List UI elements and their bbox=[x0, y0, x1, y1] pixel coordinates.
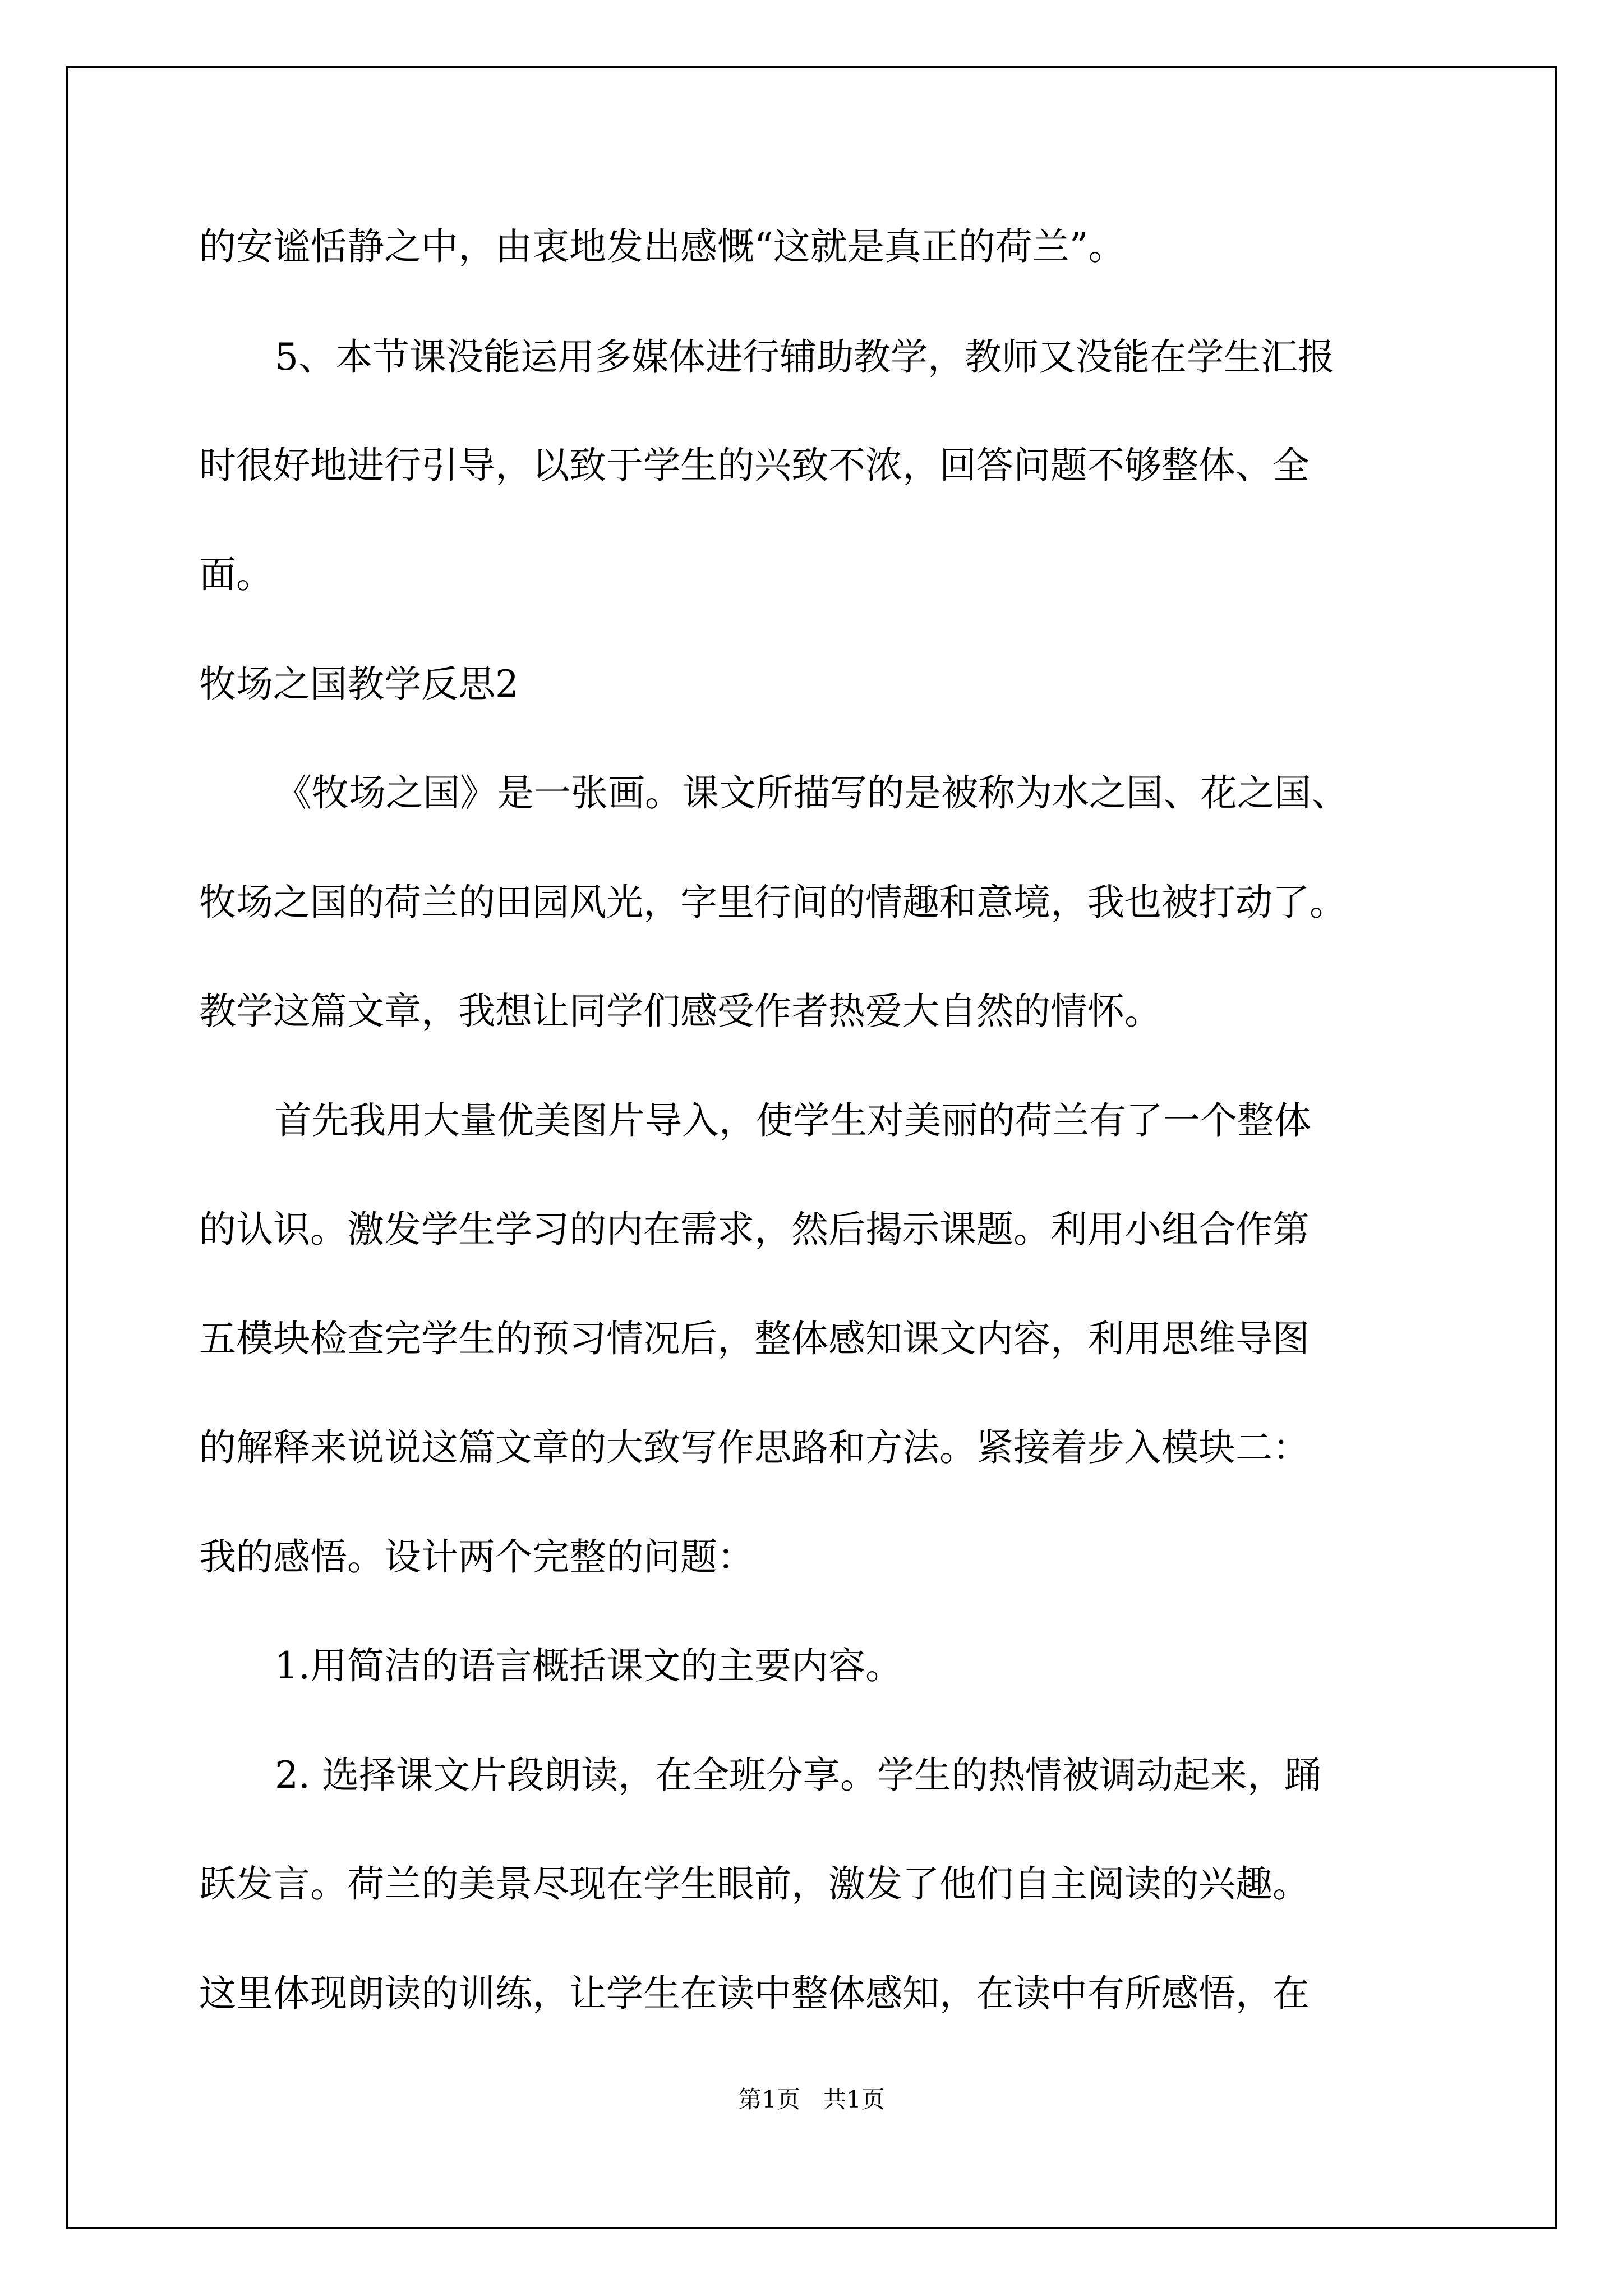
text-line: 面。 bbox=[199, 553, 273, 596]
section-heading: 牧场之国教学反思2 bbox=[199, 662, 519, 706]
text-line: 2. 选择课文片段朗读，在全班分享。学生的热情被调动起来，踊 bbox=[275, 1754, 1321, 1797]
text-line: 这里体现朗读的训练，让学生在读中整体感知，在读中有所感悟，在 bbox=[199, 1972, 1310, 2015]
text-line: 的安谧恬静之中，由衷地发出感慨“这就是真正的荷兰”。 bbox=[199, 225, 1126, 268]
text-line: 1.用简洁的语言概括课文的主要内容。 bbox=[275, 1644, 902, 1687]
text-line: 的解释来说说这篇文章的大致写作思路和方法。紧接着步入模块二： bbox=[199, 1426, 1310, 1469]
text-line: 首先我用大量优美图片导入，使学生对美丽的荷兰有了一个整体 bbox=[275, 1099, 1311, 1142]
text-line: 牧场之国的荷兰的田园风光，字里行间的情趣和意境，我也被打动了。 bbox=[199, 881, 1347, 924]
text-line: 教学这篇文章，我想让同学们感受作者热爱大自然的情怀。 bbox=[199, 990, 1161, 1033]
text-line: 时很好地进行引导，以致于学生的兴致不浓，回答问题不够整体、全 bbox=[199, 444, 1310, 487]
text-line: 的认识。激发学生学习的内在需求，然后揭示课题。利用小组合作第 bbox=[199, 1208, 1310, 1251]
text-line: 五模块检查完学生的预习情况后，整体感知课文内容，利用思维导图 bbox=[199, 1317, 1310, 1360]
text-line: 我的感悟。设计两个完整的问题： bbox=[199, 1535, 754, 1579]
page-number-footer: 第1页 共1页 bbox=[738, 2086, 885, 2113]
text-line: 5、本节课没能运用多媒体进行辅助教学，教师又没能在学生汇报 bbox=[275, 335, 1335, 379]
text-line: 《牧场之国》是一张画。课文所描写的是被称为水之国、花之国、 bbox=[275, 771, 1348, 815]
text-line: 跃发言。荷兰的美景尽现在学生眼前，激发了他们自主阅读的兴趣。 bbox=[199, 1862, 1310, 1906]
